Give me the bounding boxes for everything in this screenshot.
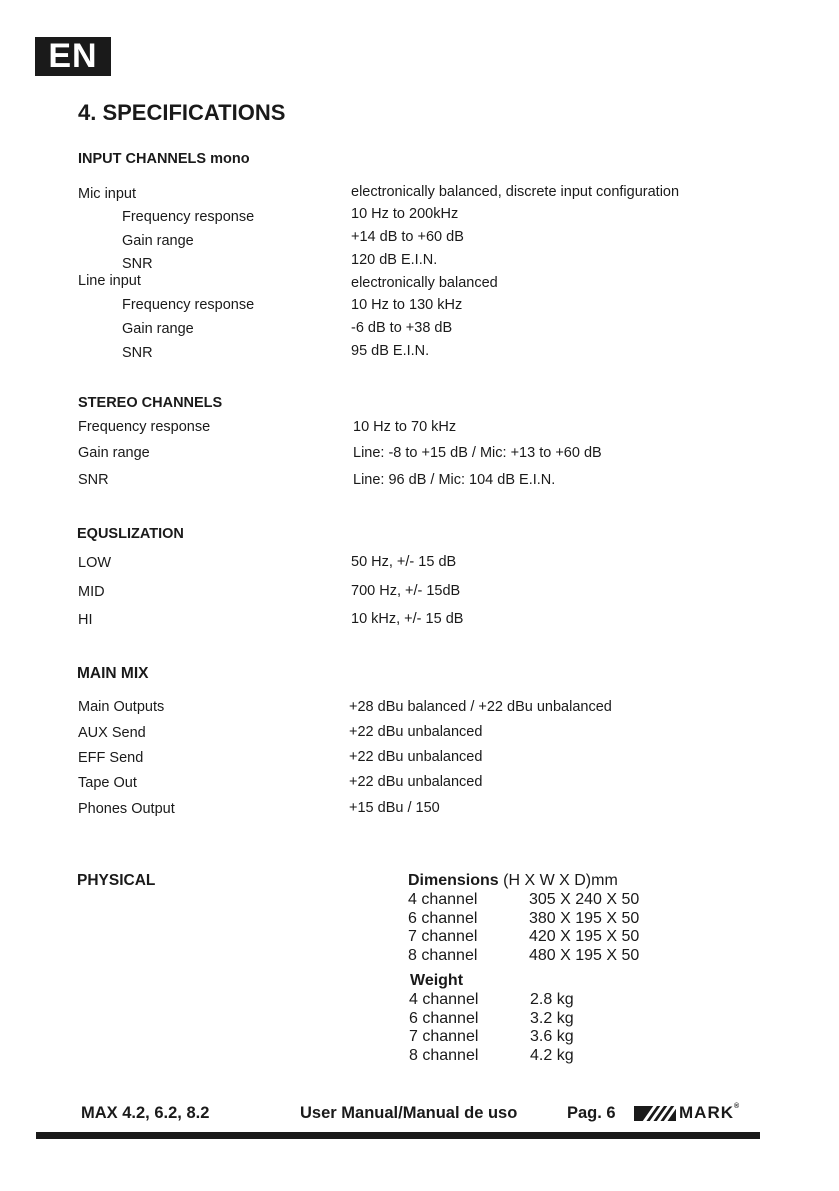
dimensions-title: Dimensions [408,872,499,889]
footer-model: MAX 4.2, 6.2, 8.2 [81,1104,210,1122]
spec-label: Frequency response [122,209,255,225]
dim-row-name: 4 channel [408,891,478,908]
dim-row-name: 7 channel [408,928,478,945]
spec-value: Line: -8 to +15 dB / Mic: +13 to +60 dB [353,445,602,461]
weight-title: Weight [410,972,464,989]
section-heading-stereo: STEREO CHANNELS [78,395,223,411]
section-heading-input: INPUT CHANNELS mono [78,151,250,167]
spec-label: Line input [78,273,141,289]
spec-label: Phones Output [78,801,175,817]
weight-row-value: 3.6 kg [530,1028,574,1045]
spec-value: +28 dBu balanced / +22 dBu unbalanced [349,699,612,715]
spec-label: SNR [122,345,153,361]
dimensions-unit: (H X W X D)mm [498,872,618,889]
spec-label: Mic input [78,186,137,202]
section-heading-physical: PHYSICAL [77,872,156,889]
section-heading-mainmix: MAIN MIX [77,665,149,682]
footer-manual: User Manual/Manual de uso [300,1104,518,1122]
spec-value: +15 dBu / 150 [349,800,440,816]
spec-label: HI [78,612,93,628]
spec-value: Line: 96 dB / Mic: 104 dB E.I.N. [353,472,556,488]
page-title: 4. SPECIFICATIONS [78,100,286,125]
spec-label: Main Outputs [78,699,165,715]
weight-row-name: 8 channel [409,1047,479,1064]
spec-value: 700 Hz, +/- 15dB [351,583,461,599]
spec-value: 10 kHz, +/- 15 dB [351,611,464,627]
spec-value: 10 Hz to 200kHz [351,206,459,222]
dim-row-name: 8 channel [408,947,478,964]
footer-rule [36,1132,760,1139]
spec-label: MID [78,584,105,600]
spec-label: Gain range [122,321,194,337]
weight-row-name: 6 channel [409,1010,479,1027]
spec-value: 10 Hz to 130 kHz [351,297,463,313]
spec-value: 95 dB E.I.N. [351,343,430,359]
spec-value: +22 dBu unbalanced [349,724,483,740]
spec-label: Frequency response [122,297,255,313]
dimensions-heading [408,871,618,890]
dim-row-value: 480 X 195 X 50 [529,947,640,964]
spec-label: LOW [78,555,112,571]
spec-value: +14 dB to +60 dB [351,229,464,245]
spec-value: 10 Hz to 70 kHz [353,419,457,435]
weight-row-name: 4 channel [409,991,479,1008]
spec-label: EFF Send [78,750,144,766]
logo-text: MARK® [679,1103,741,1122]
spec-value: electronically balanced [351,275,498,291]
spec-value: electronically balanced, discrete input configuration [351,184,680,200]
dim-row-value: 380 X 195 X 50 [529,910,640,927]
weight-row-name: 7 channel [409,1028,479,1045]
spec-label: Tape Out [78,775,137,791]
spec-value: 120 dB E.I.N. [351,252,438,268]
spec-label: Gain range [78,445,150,461]
dim-row-name: 6 channel [408,910,478,927]
logo-stripes-icon [634,1106,676,1121]
spec-label: Frequency response [78,419,211,435]
footer-page-number: Pag. 6 [567,1104,616,1122]
spec-value: -6 dB to +38 dB [351,320,453,336]
weight-row-value: 2.8 kg [530,991,574,1008]
spec-label: SNR [122,256,153,272]
spec-value: +22 dBu unbalanced [349,749,483,765]
language-badge: EN [35,37,111,76]
spec-value: 50 Hz, +/- 15 dB [351,554,457,570]
weight-row-value: 3.2 kg [530,1010,574,1027]
spec-label: AUX Send [78,725,146,741]
weight-row-value: 4.2 kg [530,1047,574,1064]
section-heading-eq: EQUSLIZATION [77,526,184,542]
spec-label: SNR [78,472,109,488]
spec-value: +22 dBu unbalanced [349,774,483,790]
spec-label: Gain range [122,233,194,249]
dim-row-value: 420 X 195 X 50 [529,928,640,945]
dim-row-value: 305 X 240 X 50 [529,891,640,908]
brand-logo [634,1104,740,1122]
